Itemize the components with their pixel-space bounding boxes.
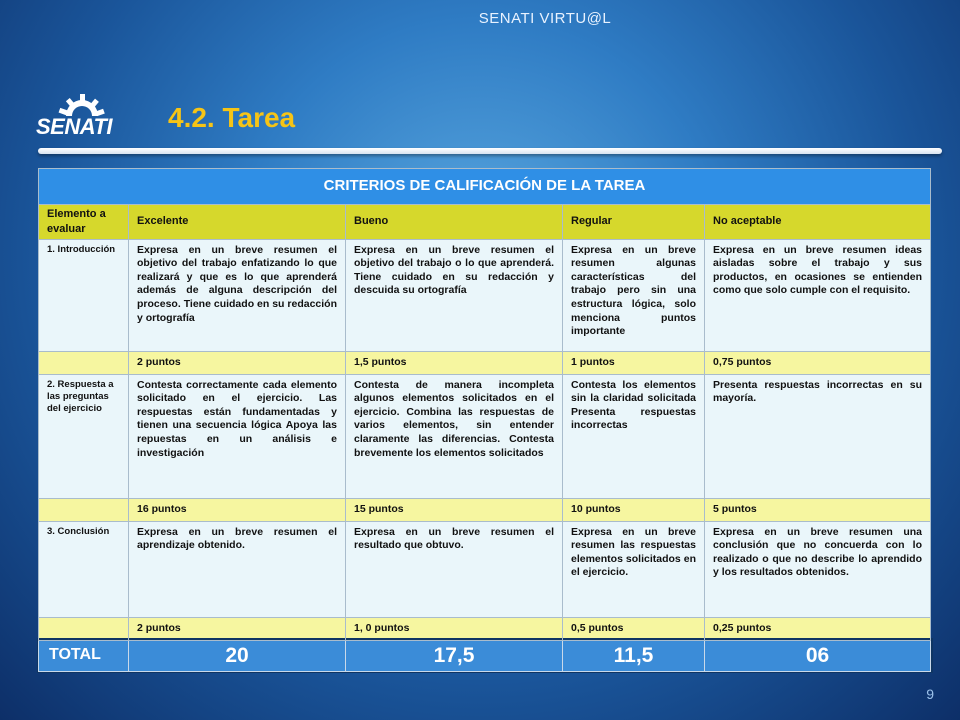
title-divider — [38, 148, 942, 154]
table-row — [39, 374, 931, 498]
points-no-aceptable: 0,75 puntos — [705, 351, 931, 374]
row-element: 3. Conclusión — [39, 521, 129, 617]
logo-wordmark: SENATI — [36, 114, 113, 139]
table-row — [39, 521, 931, 617]
total-regular: 11,5 — [563, 640, 705, 671]
points-excelente: 2 puntos — [129, 617, 346, 640]
column-header-no-aceptable: No aceptable — [705, 204, 931, 239]
page-title: 4.2. Tarea — [168, 102, 296, 133]
column-header-bueno: Bueno — [346, 204, 563, 239]
grading-table — [38, 168, 930, 672]
total-bueno: 17,5 — [346, 640, 563, 671]
cell-bueno: Expresa en un breve resumen el objetivo del trabajo o lo que aprenderá. Tiene cuidado en su redacción y descuida su ortografía — [346, 239, 563, 351]
senati-logo — [36, 90, 126, 150]
column-header-regular: Regular — [563, 204, 705, 239]
total-row — [39, 640, 931, 671]
total-label: TOTAL — [39, 640, 129, 671]
points-bueno: 15 puntos — [346, 498, 563, 521]
points-bueno: 1, 0 puntos — [346, 617, 563, 640]
cell-excelente: Contesta correctamente cada elemento solicitado en el ejercicio. Las respuestas están fundamentadas y tienen una secuencia lógica Apoya las repuestas en un análisis e investigación — [129, 374, 346, 498]
points-excelente: 2 puntos — [129, 351, 346, 374]
points-regular: 0,5 puntos — [563, 617, 705, 640]
points-no-aceptable: 5 puntos — [705, 498, 931, 521]
points-regular: 10 puntos — [563, 498, 705, 521]
row-element: 1. Introducción — [39, 239, 129, 351]
total-no-aceptable: 06 — [705, 640, 931, 671]
cell-regular: Expresa en un breve resumen algunas características del trabajo pero sin una estructura lógica, solo menciona puntos importante — [563, 239, 705, 351]
points-row — [39, 351, 931, 374]
points-row — [39, 498, 931, 521]
row-element: 2. Respuesta a las preguntas del ejercicio — [39, 374, 129, 498]
points-row — [39, 617, 931, 640]
table-row — [39, 239, 931, 351]
page-number: 9 — [926, 686, 934, 702]
points-bueno: 1,5 puntos — [346, 351, 563, 374]
cell-regular: Contesta los elementos sin la claridad solicitada Presenta respuestas incorrectas — [563, 374, 705, 498]
cell-no-aceptable: Presenta respuestas incorrectas en su mayoría. — [705, 374, 931, 498]
points-no-aceptable: 0,25 puntos — [705, 617, 931, 640]
table-caption: CRITERIOS DE CALIFICACIÓN DE LA TAREA — [39, 169, 931, 205]
cell-excelente: Expresa en un breve resumen el aprendizaje obtenido. — [129, 521, 346, 617]
cell-bueno: Contesta de manera incompleta algunos elementos solicitados en el ejercicio. Combina las respuestas de varios elementos, sin entender claramente las diferencias. Contesta brevemente los elementos solicitados — [346, 374, 563, 498]
total-excelente: 20 — [129, 640, 346, 671]
cell-bueno: Expresa en un breve resumen el resultado que obtuvo. — [346, 521, 563, 617]
column-header-element: Elemento a evaluar — [39, 204, 129, 239]
cell-excelente: Expresa en un breve resumen el objetivo del trabajo enfatizando lo que realizará y que es lo que aprenderá además de alguna descripción del proceso. Tiene cuidado en su redacción y ortografía — [129, 239, 346, 351]
column-header-excelente: Excelente — [129, 204, 346, 239]
cell-no-aceptable: Expresa en un breve resumen ideas aisladas sobre el trabajo y sus productos, en ocasiones se entienden como que solo cumple con el requisito. — [705, 239, 931, 351]
cell-regular: Expresa en un breve resumen las respuestas elementos solicitados en el ejercicio. — [563, 521, 705, 617]
brand-header: SENATI VIRTU@L — [478, 10, 612, 27]
points-regular: 1 puntos — [563, 351, 705, 374]
points-excelente: 16 puntos — [129, 498, 346, 521]
cell-no-aceptable: Expresa en un breve resumen una conclusión que no concuerda con lo realizado o que no describe lo aprendido y los resultados obtenidos. — [705, 521, 931, 617]
